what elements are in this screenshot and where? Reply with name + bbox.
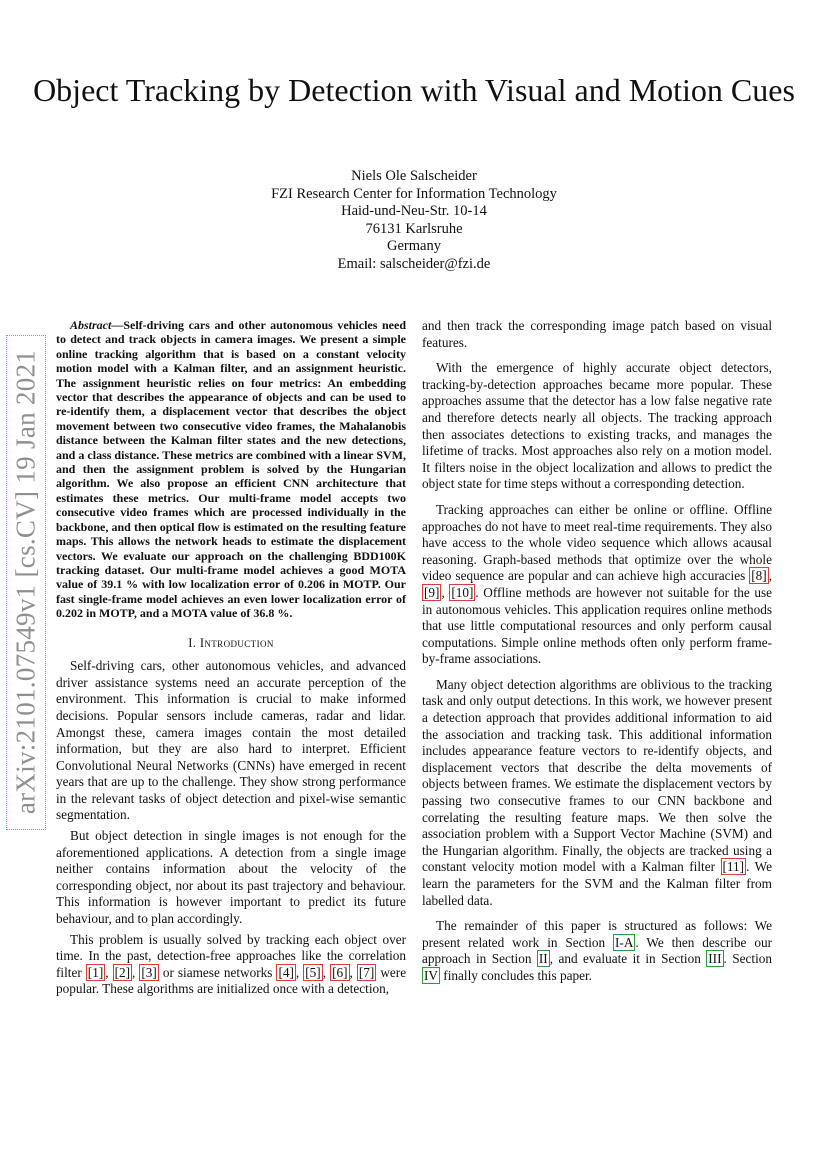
text-span: The remainder of this paper is structured as follows: We present related work in Section (422, 918, 772, 950)
author-name: Niels Ole Salscheider (351, 168, 477, 184)
text-span: . We learn the parameters for the SVM and the Kalman filter from labelled data. (422, 859, 772, 908)
intro-paragraph-3 (56, 932, 406, 998)
right-paragraph-2 (422, 502, 772, 668)
arxiv-stamp-text: arXiv:2101.07549v1 [cs.CV] 19 Jan 2021 (10, 349, 41, 815)
citation-link[interactable]: [11] (722, 859, 745, 875)
author-email: Email: salscheider@fzi.de (337, 255, 491, 272)
paper-title: Object Tracking by Detection with Visual and Motion Cues (33, 72, 795, 108)
right-paragraph-3 (422, 677, 772, 909)
text-span: or siamese networks (158, 964, 277, 980)
section-link[interactable]: II (538, 951, 548, 967)
author-block (0, 168, 828, 273)
citation-link[interactable]: [9] (424, 584, 440, 600)
text-span: , (132, 964, 140, 980)
text-span: , (322, 964, 331, 980)
right-column (422, 318, 772, 994)
text-span: , and evaluate it in Section (549, 951, 707, 967)
text-span: Many object detection algorithms are oblivious to the tracking task and only output detections. In this work, we however present a detection approach that provides additional information to aid the association and tracking task. This additional information includes appearance feature vectors to re-identify objects, and displacement vectors that describe the delta movements of objects between frames. We estimate the displacement vectors by passing two consecutive frames to our CNN backbone and correlating the resulting feature maps. We then solve the association problem with a Support Vector Machine (SVM) and the Hungarian algorithm. Finally, the objects are tracked using a constant velocity motion model with a Kalman filter (422, 676, 772, 875)
author-affiliation: FZI Research Center for Information Technology (271, 185, 557, 202)
intro-paragraph-1: Self-driving cars, other autonomous vehicles, and advanced driver assistance systems need an accurate perception of the environment. This information is crucial to make informed decisions. Popular sensors include cameras, radar and lidar. Amongst these, camera images contain the most detailed information, but they are also hard to interpret. Efficient Convolutional Neural Networks (CNNs) have emerged in recent years that are up to the challenge. They show strong performance in the relevant tasks of object detection and pixel-wise semantic segmentation. (56, 658, 406, 823)
right-paragraph-1: With the emergence of highly accurate object detectors, tracking-by-detection approaches became more popular. These approaches assume that the detector has a low false negative rate and therefore detects nearly all objects. The tracking approach then associates detections to existing tracks, and manages the lifetime of tracks. Most approaches also rely on a motion model. It filters noise in the object localization and allows to predict the object state for time steps without a corresponding detection. (422, 360, 772, 492)
citation-link[interactable]: [5] (305, 964, 321, 980)
text-span: This problem is usually solved by tracking each object over time. In the past, detection-free approaches like the correlation filter (56, 931, 406, 980)
author-street: Haid-und-Neu-Str. 10-14 (341, 203, 487, 219)
citation-link[interactable]: [7] (358, 964, 375, 980)
right-paragraph-0: and then track the corresponding image patch based on visual features. (422, 318, 772, 350)
intro-paragraph-2: But object detection in single images is not enough for the aforementioned applications. A detection from a single image neither contains information about the velocity of the corresponding object, nor about its past trajectory and behaviour. This information is however important to predict its future behaviour, and to plan accordingly. (56, 828, 406, 927)
arxiv-stamp[interactable] (6, 335, 46, 830)
citation-link[interactable]: [3] (141, 964, 157, 980)
text-span: were popular. These algorithms are initialized once with a detection, (56, 964, 407, 997)
text-span: . We then describe our approach in Section (422, 934, 772, 967)
left-column (56, 318, 406, 998)
text-span: , (349, 964, 357, 980)
section-link[interactable]: III (708, 951, 722, 967)
text-span: , (768, 568, 772, 584)
text-span: Tracking approaches can either be online or offline. Offline approaches do not have to meet real-time requirements. They also have access to the whole video sequence which allows acausal reasoning. Graph-based methods that optimize over the whole video sequence are popular and can achieve high accuracies (422, 501, 772, 584)
text-span: , (441, 584, 450, 600)
citation-link[interactable]: [10] (451, 584, 474, 600)
abstract-label: Abstract (70, 318, 112, 332)
text-span: , (105, 964, 113, 980)
section-link[interactable]: IV (424, 967, 438, 983)
text-span: . Section (723, 951, 772, 967)
abstract-text: —Self-driving cars and other autonomous vehicles need to detect and track objects in camera images. We present a simple online tracking algorithm that is based on a constant velocity motion model with a Kalman filter, and an assignment heuristic. The assignment heuristic relies on four metrics: An embedding vector that describes the appearance of objects and can be used to re-identify them, a displacement vector that describes the object movement between two consecutive video frames, the Mahalanobis distance between the Kalman filter states and the new detections, and a class distance. These metrics are combined with a linear SVM, and then the assignment problem is solved by the Hungarian algorithm. We also propose an efficient CNN architecture that estimates these metrics. Our multi-frame model accepts two consecutive video frames which are processed individually in the backbone, and then optical flow is estimated on the resulting feature maps. This allows the network heads to estimate the displacement vectors. We evaluate our approach on the challenging BDD100K tracking dataset. Our multi-frame model achieves a good MOTA value of 39.1 % with low localization error of 0.206 in MOTP. Our fast single-frame model achieves an even lower localization error of 0.202 in MOTP, and a MOTA value of 36.8 %. (56, 318, 406, 621)
text-span: finally concludes this paper. (439, 967, 592, 983)
citation-link[interactable]: [4] (278, 964, 294, 980)
right-paragraph-4 (422, 918, 772, 984)
text-span: , (295, 964, 304, 980)
author-city: 76131 Karlsruhe (365, 220, 463, 237)
section-heading-introduction: I. Introduction (188, 635, 274, 650)
text-span: . Offline methods are however not suitable for the use in autonomous vehicles. This application requires online methods that use little computational resources and only perform causal computations. Simple online methods often only perform frame-by-frame associations. (422, 584, 772, 667)
citation-link[interactable]: [2] (114, 964, 131, 980)
citation-link[interactable]: [6] (332, 964, 348, 980)
abstract (56, 318, 406, 621)
author-country: Germany (387, 238, 441, 254)
section-link[interactable]: I-A (615, 934, 634, 950)
citation-link[interactable]: [8] (751, 568, 767, 584)
citation-link[interactable]: [1] (87, 964, 104, 980)
